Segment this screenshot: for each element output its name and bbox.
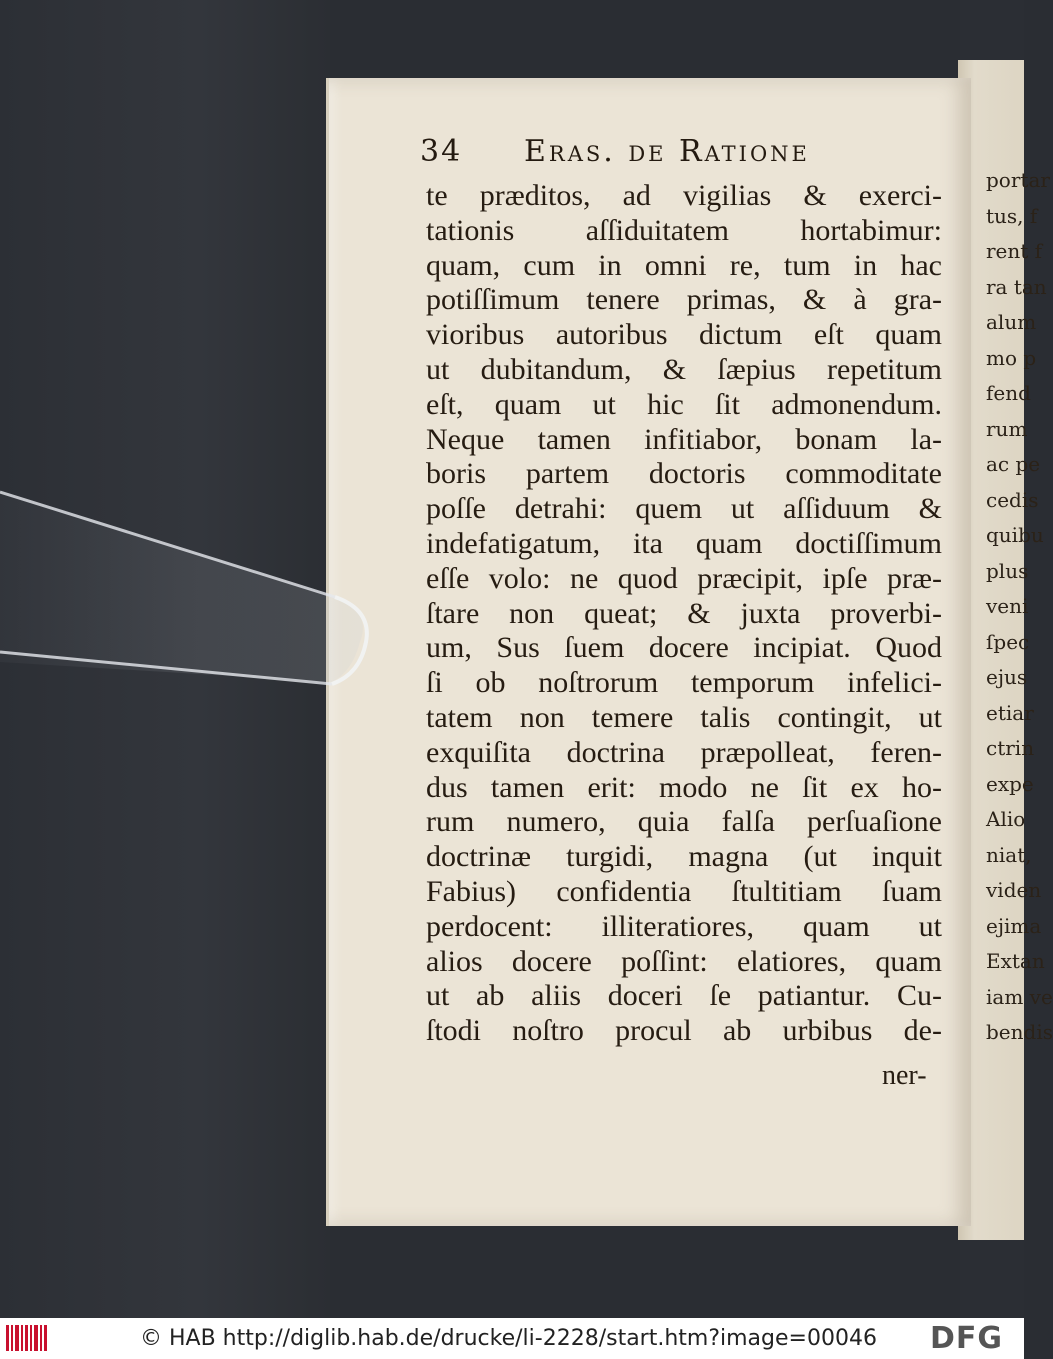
text-line: te præditos, ad vigilias & exerci- — [426, 179, 942, 212]
text-line: Fabius) confidentia ſtultitiam ſuam — [426, 875, 942, 908]
text-line: tatem non temere talis contingit, ut — [426, 701, 942, 734]
glass-page-holder — [0, 492, 380, 702]
facing-page-fragment: ac pe — [986, 452, 1041, 476]
text-line: Neque tamen infitiabor, bonam la- — [426, 422, 942, 456]
copyright-credit: © HAB http://diglib.hab.de/drucke/li-2228/start.htm?image=00046 — [140, 1326, 877, 1351]
text-line: indefatigatum, ita quam doctiſſimum — [426, 527, 942, 560]
facing-page-fragment: etiar — [986, 700, 1034, 725]
facing-page-fragment: mo p — [986, 345, 1037, 370]
facing-page-fragment: bendis — [986, 1020, 1053, 1044]
text-line: poſſe detrahi: quem ut aſſiduum & — [426, 492, 942, 526]
text-line: boris partem doctoris commoditate — [426, 457, 942, 491]
running-title: Eras. de Ratione — [524, 134, 810, 169]
facing-page-fragment: iam ve — [986, 984, 1053, 1009]
facing-page-fragment: ejima — [986, 913, 1042, 938]
text-line: dus tamen erit: modo ne ſit ex ho- — [426, 770, 942, 804]
facing-page-fragment: Alio — [986, 807, 1026, 831]
text-line: perdocent: illiteratiores, quam ut — [426, 909, 942, 943]
text-line: ut ab aliis doceri ſe patiantur. Cu- — [426, 979, 942, 1013]
footer-bar — [0, 1318, 1024, 1359]
text-line: um, Sus ſuem docere incipiat. Quod — [426, 631, 942, 665]
text-line: alios docere poſſint: elatiores, quam — [426, 944, 942, 978]
text-line: rum numero, quia falſa perſuaſione — [426, 805, 942, 839]
text-line: doctrinæ turgidi, magna (ut inquit — [426, 840, 942, 874]
facing-page-fragment: fend — [986, 381, 1031, 405]
facing-page-fragment: cedis — [986, 487, 1039, 512]
page-header — [420, 128, 860, 172]
text-line: ut dubitandum, & ſæpius repetitum — [426, 353, 942, 386]
text-line: ſtare non queat; & juxta proverbi- — [426, 596, 942, 630]
facing-page-fragment: viden — [986, 878, 1042, 902]
text-line: potiſſimum tenere primas, & à gra- — [426, 283, 942, 317]
text-line: eſſe volo: ne quod præcipit, ipſe præ- — [426, 561, 942, 595]
facing-page-fragment: rent f — [986, 239, 1043, 263]
text-line: ſi ob noſtrorum temporum infelici- — [426, 666, 942, 700]
dfg-logo: DFG — [930, 1321, 1004, 1356]
page-number: 34 — [420, 134, 463, 169]
facing-page-fragment: portar — [986, 168, 1050, 192]
facing-page-fragment: ejus — [986, 665, 1028, 689]
text-line: ſtodi noſtro procul ab urbibus de- — [426, 1014, 942, 1048]
text-line: quam, cum in omni re, tum in hac — [426, 248, 942, 282]
facing-page-fragment: alum — [986, 310, 1037, 334]
facing-page-fragment: expe — [986, 771, 1034, 796]
text-line: vioribus autoribus dictum eſt quam — [426, 318, 942, 352]
facing-page-fragment: veni — [986, 594, 1029, 618]
text-line: eſt, quam ut hic ſit admonendum. — [426, 387, 942, 421]
text-line: exquiſita doctrina præpolleat, feren- — [426, 735, 942, 769]
facing-page-fragment: niat, — [986, 842, 1032, 867]
barcode-icon — [6, 1323, 50, 1353]
facing-page-fragment: plus — [986, 558, 1029, 583]
facing-page-fragment: ſpec — [986, 629, 1030, 654]
facing-page-fragment: rum — [986, 416, 1028, 441]
catchword: ner- — [882, 1060, 927, 1091]
facing-page-fragment: quibu — [986, 523, 1044, 547]
facing-page-fragment: tus, f — [986, 203, 1038, 228]
text-line: tationis aſſiduitatem hortabimur: — [426, 213, 942, 247]
facing-page-fragment: ra tan — [986, 274, 1047, 299]
facing-page-fragment: Extan — [986, 949, 1045, 973]
facing-page-fragment: ctrin — [986, 736, 1035, 760]
